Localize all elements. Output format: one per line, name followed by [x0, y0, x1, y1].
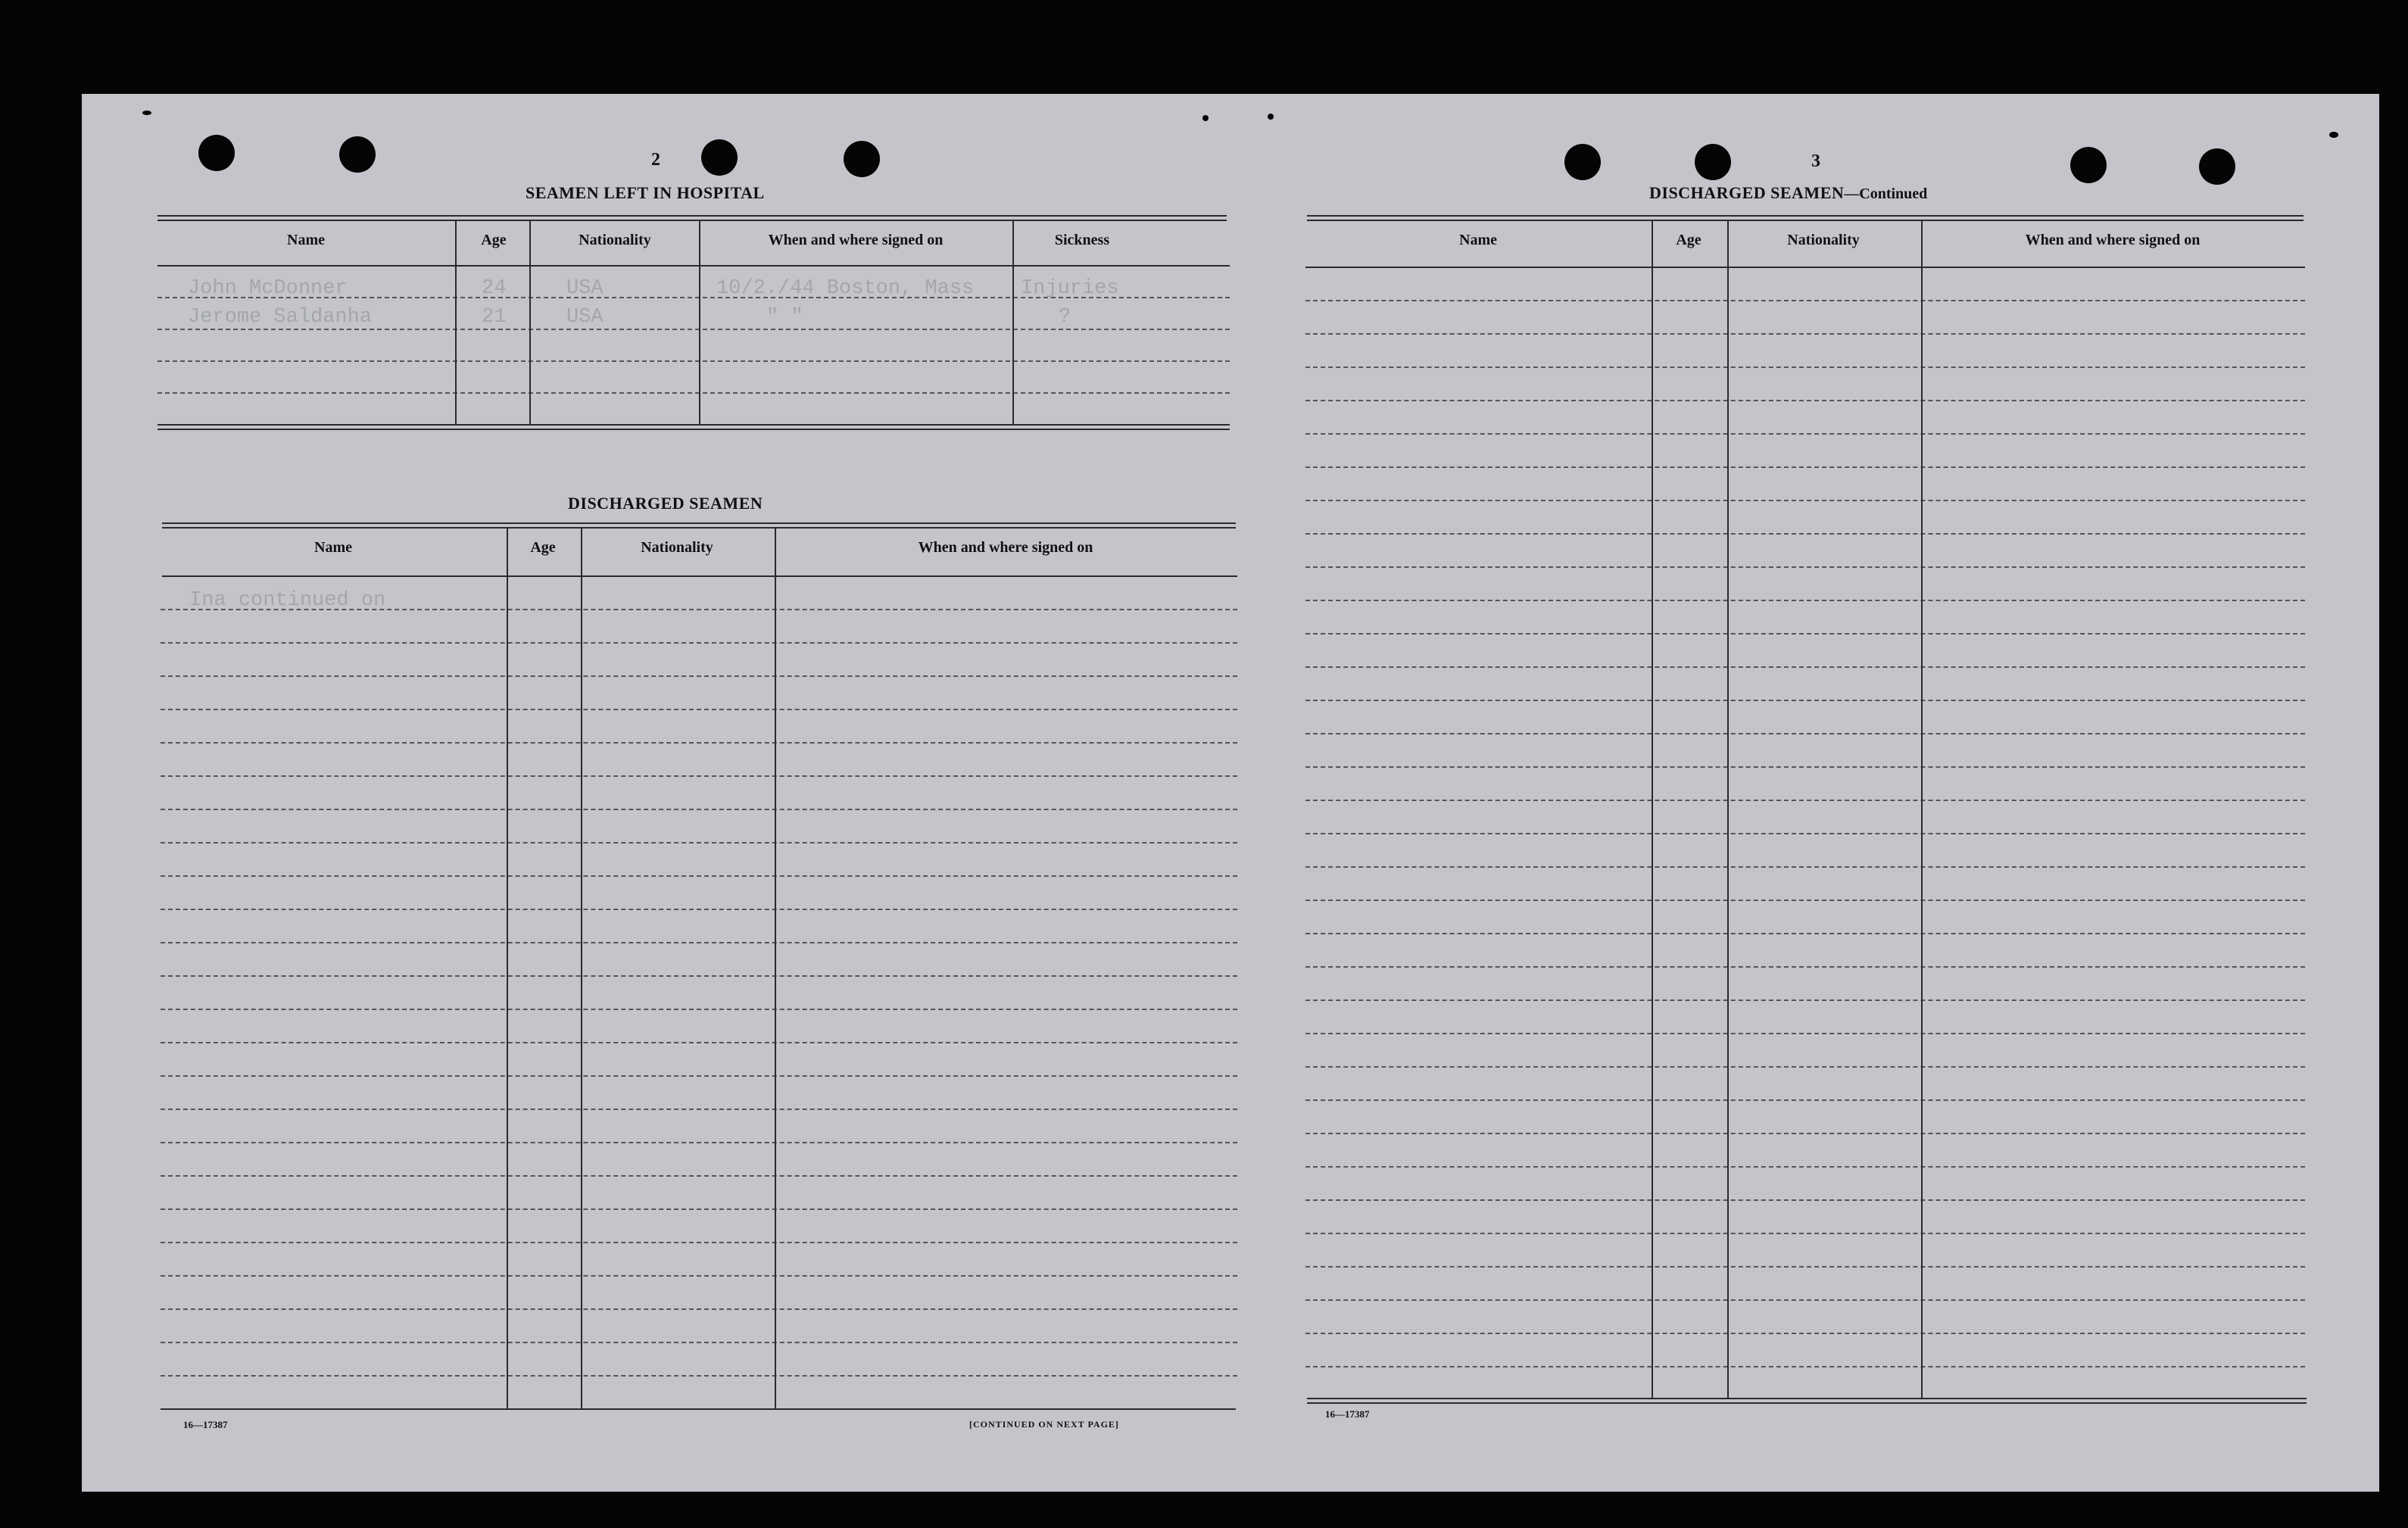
- table-top-rule: [158, 215, 1227, 221]
- row-rule: [161, 1375, 1237, 1377]
- row-rule: [1305, 1266, 2305, 1268]
- hospital-row-1-age: 24: [482, 277, 507, 300]
- row-rule: [1305, 833, 2305, 834]
- hospital-row-2-signed-on: " ": [766, 306, 803, 329]
- form-number: 16—17387: [1325, 1408, 1370, 1420]
- header-rule: [162, 575, 1237, 577]
- hospital-row-2-age: 21: [482, 306, 507, 329]
- row-rule: [1305, 1233, 2305, 1234]
- title-main: DISCHARGED SEAMEN: [1649, 183, 1845, 202]
- col-divider: [529, 221, 531, 426]
- row-rule: [161, 709, 1237, 710]
- col-divider: [775, 529, 776, 1408]
- col-header-age: Age: [481, 232, 507, 248]
- row-rule: [1305, 533, 2305, 535]
- row-rule: [161, 1308, 1237, 1310]
- form-number: 16—17387: [183, 1419, 228, 1430]
- row-rule: [1305, 1366, 2305, 1367]
- col-header-name: Name: [314, 539, 352, 556]
- page-number: 2: [651, 150, 660, 170]
- col-header-age: Age: [530, 539, 556, 556]
- left-page: [82, 94, 1187, 1492]
- discharged-section-title: DISCHARGED SEAMEN: [568, 494, 763, 513]
- row-rule: [1305, 633, 2305, 635]
- row-rule: [1305, 933, 2305, 934]
- row-rule: [161, 942, 1237, 943]
- row-rule: [158, 329, 1230, 330]
- table-bottom-rule: [158, 424, 1230, 430]
- row-rule: [161, 1109, 1237, 1110]
- row-rule: [1305, 300, 2305, 301]
- row-rule: [1305, 566, 2305, 568]
- col-divider: [1727, 221, 1729, 1399]
- row-rule: [161, 842, 1237, 844]
- col-header-signed-on: When and where signed on: [2025, 232, 2201, 248]
- header-rule: [158, 265, 1230, 267]
- row-rule: [161, 675, 1237, 677]
- row-rule: [1305, 700, 2305, 701]
- row-rule: [161, 1075, 1237, 1077]
- row-rule: [161, 775, 1237, 777]
- row-rule: [1305, 733, 2305, 734]
- row-rule: [1305, 400, 2305, 401]
- row-rule: [161, 1042, 1237, 1043]
- row-rule: [158, 360, 1230, 362]
- row-rule: [1305, 1133, 2305, 1134]
- row-rule: [158, 392, 1230, 394]
- hospital-row-2-sickness: ?: [1059, 306, 1071, 329]
- row-rule: [1305, 966, 2305, 968]
- col-divider: [1652, 221, 1653, 1399]
- row-rule: [1305, 800, 2305, 801]
- row-rule: [1305, 600, 2305, 601]
- row-rule: [1305, 500, 2305, 501]
- row-rule: [161, 1275, 1237, 1277]
- row-rule: [1305, 466, 2305, 468]
- table-bottom-rule: [1307, 1398, 2307, 1404]
- row-rule: [161, 642, 1237, 644]
- row-rule: [1305, 1166, 2305, 1168]
- discharged-row-1-name: Ina continued on: [189, 589, 386, 612]
- continued-section-title: [1649, 183, 1927, 203]
- col-header-age: Age: [1676, 232, 1702, 248]
- table-bottom-rule: [161, 1408, 1236, 1410]
- table-top-rule: [162, 522, 1236, 529]
- row-rule: [1305, 666, 2305, 668]
- header-rule: [1305, 267, 2305, 268]
- document-sheet: [82, 94, 2379, 1492]
- col-divider: [455, 221, 457, 426]
- right-page: [1187, 94, 2379, 1492]
- row-rule: [1305, 866, 2305, 868]
- page-number: 3: [1811, 151, 1820, 171]
- row-rule: [1305, 1199, 2305, 1201]
- row-rule: [161, 909, 1237, 910]
- col-divider: [1921, 221, 1923, 1399]
- col-header-name: Name: [1459, 232, 1497, 248]
- row-rule: [1305, 1333, 2305, 1334]
- row-rule: [1305, 433, 2305, 435]
- col-divider: [1012, 221, 1014, 426]
- row-rule: [1305, 1033, 2305, 1034]
- row-rule: [161, 975, 1237, 977]
- table-top-rule: [1307, 215, 2304, 221]
- col-header-name: Name: [287, 232, 325, 248]
- row-rule: [161, 1009, 1237, 1010]
- title-suffix: —Continued: [1844, 186, 1928, 202]
- row-rule: [1305, 366, 2305, 368]
- hospital-row-1-name: John McDonner: [188, 277, 348, 300]
- row-rule: [161, 1342, 1237, 1343]
- row-rule: [161, 875, 1237, 877]
- row-rule: [1305, 766, 2305, 768]
- row-rule: [1305, 1066, 2305, 1068]
- col-header-nationality: Nationality: [579, 232, 651, 248]
- hospital-section-title: SEAMEN LEFT IN HOSPITAL: [526, 183, 765, 202]
- col-header-sickness: Sickness: [1054, 232, 1110, 248]
- row-rule: [161, 1175, 1237, 1177]
- col-divider: [581, 529, 582, 1408]
- col-header-nationality: Nationality: [641, 539, 713, 556]
- col-divider: [507, 529, 508, 1408]
- row-rule: [1305, 900, 2305, 901]
- row-rule: [161, 1242, 1237, 1243]
- col-divider: [699, 221, 700, 426]
- col-header-signed-on: When and where signed on: [918, 539, 1093, 556]
- hospital-row-2-name: Jerome Saldanha: [188, 306, 373, 329]
- hospital-row-1-signed-on: 10/2./44 Boston, Mass: [716, 277, 975, 300]
- row-rule: [161, 809, 1237, 810]
- row-rule: [1305, 1099, 2305, 1101]
- row-rule: [161, 1208, 1237, 1210]
- col-header-signed-on: When and where signed on: [768, 232, 944, 248]
- hospital-row-2-nationality: USA: [566, 306, 604, 329]
- hospital-row-1-nationality: USA: [566, 277, 604, 300]
- row-rule: [1305, 999, 2305, 1001]
- row-rule: [1305, 1299, 2305, 1301]
- row-rule: [161, 1142, 1237, 1143]
- col-header-nationality: Nationality: [1787, 232, 1860, 248]
- row-rule: [1305, 333, 2305, 335]
- hospital-row-1-sickness: Injuries: [1021, 277, 1119, 300]
- continued-note: [CONTINUED ON NEXT PAGE]: [969, 1419, 1119, 1430]
- row-rule: [161, 742, 1237, 744]
